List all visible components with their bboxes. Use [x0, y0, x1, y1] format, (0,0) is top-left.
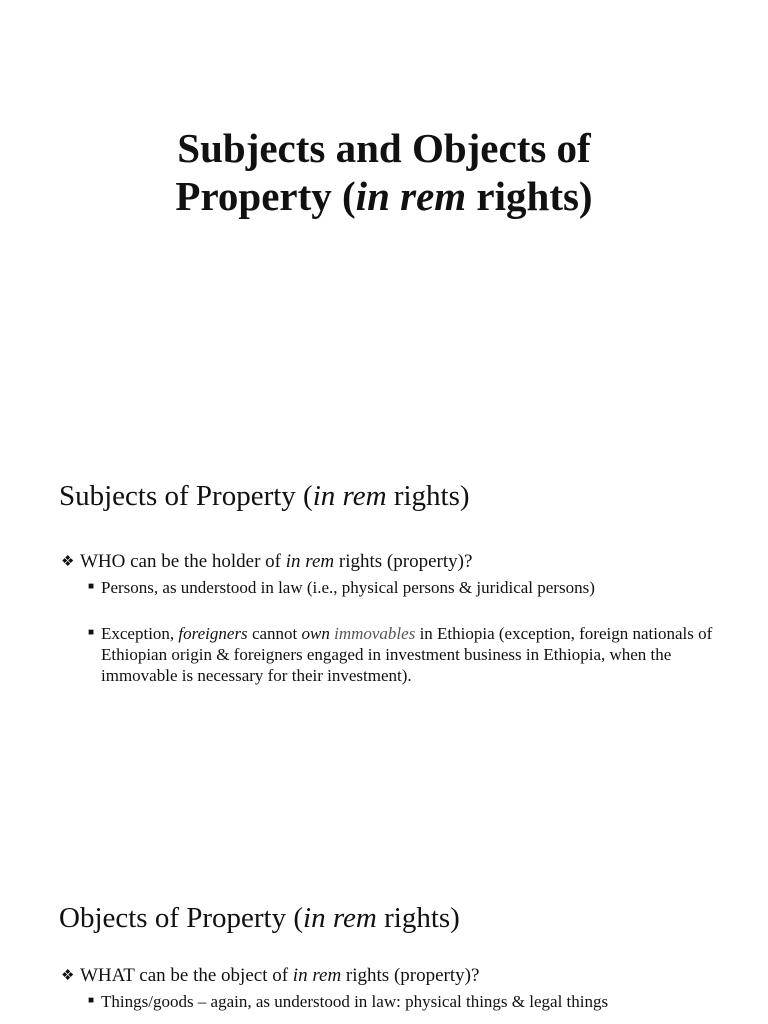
sub-bullet-2-part-a: Exception, [101, 624, 179, 643]
sub-bullet-2-part-b: cannot [247, 624, 302, 643]
slide-3-question-start: WHAT can be the object of [80, 965, 293, 986]
slide-3-question [61, 964, 479, 988]
title-line-2-end: rights) [466, 173, 593, 219]
sub-bullet-2-own: own [301, 624, 330, 643]
diamond-bullet-icon: ❖ [61, 554, 75, 570]
title-line-2 [0, 172, 768, 220]
square-bullet-icon: ■ [88, 627, 95, 638]
slide-3-sub-bullet-1-text: Things/goods – again, as understood in law: physical things & legal things [101, 992, 609, 1011]
square-bullet-icon: ■ [88, 995, 95, 1006]
sub-bullet-2-foreigners: foreigners [178, 624, 248, 643]
title-line-1: Subjects and Objects of [177, 125, 591, 171]
slide-2-sub-bullet-1 [88, 577, 718, 598]
square-bullet-icon: ■ [88, 581, 95, 592]
sub-bullet-2-part-d: in Ethiopia (exception, foreign nationals of Ethiopian origin & foreigners engaged in investment business in Ethiopia, when the immovable is necessary for their investment). [101, 624, 713, 685]
slide-3-heading-start: Objects of Property ( [59, 902, 304, 934]
slide-2-heading-end: rights) [386, 480, 470, 512]
slide-2-sub-bullet-1-text: Persons, as understood in law (i.e., physical persons & juridical persons) [101, 578, 595, 597]
slide-3-heading-italic: in rem [303, 902, 377, 934]
sub-bullet-2-immovables: immovables [334, 624, 416, 643]
slide-3-sub-bullet-1 [88, 991, 718, 1012]
slide-2-heading-start: Subjects of Property ( [59, 480, 313, 512]
slide-2-heading [59, 479, 470, 513]
title-line-2-start: Property ( [175, 173, 356, 219]
slide-3-heading [59, 901, 460, 935]
slide-3-question-end: rights (property)? [341, 965, 480, 986]
slide-2-sub-bullet-2 [88, 623, 718, 686]
slide-1-title [0, 124, 768, 220]
slide-2-question-end: rights (property)? [334, 551, 473, 572]
title-line-2-italic: in rem [355, 173, 467, 219]
slide-2-heading-italic: in rem [312, 480, 387, 512]
slide-2-question [61, 550, 472, 574]
diamond-bullet-icon: ❖ [61, 968, 75, 984]
slide-2-question-start: WHO can be the holder of [80, 551, 286, 572]
slide-3-question-italic: in rem [292, 965, 342, 986]
slide-2-question-italic: in rem [285, 551, 335, 572]
slide-3-heading-end: rights) [376, 902, 460, 934]
